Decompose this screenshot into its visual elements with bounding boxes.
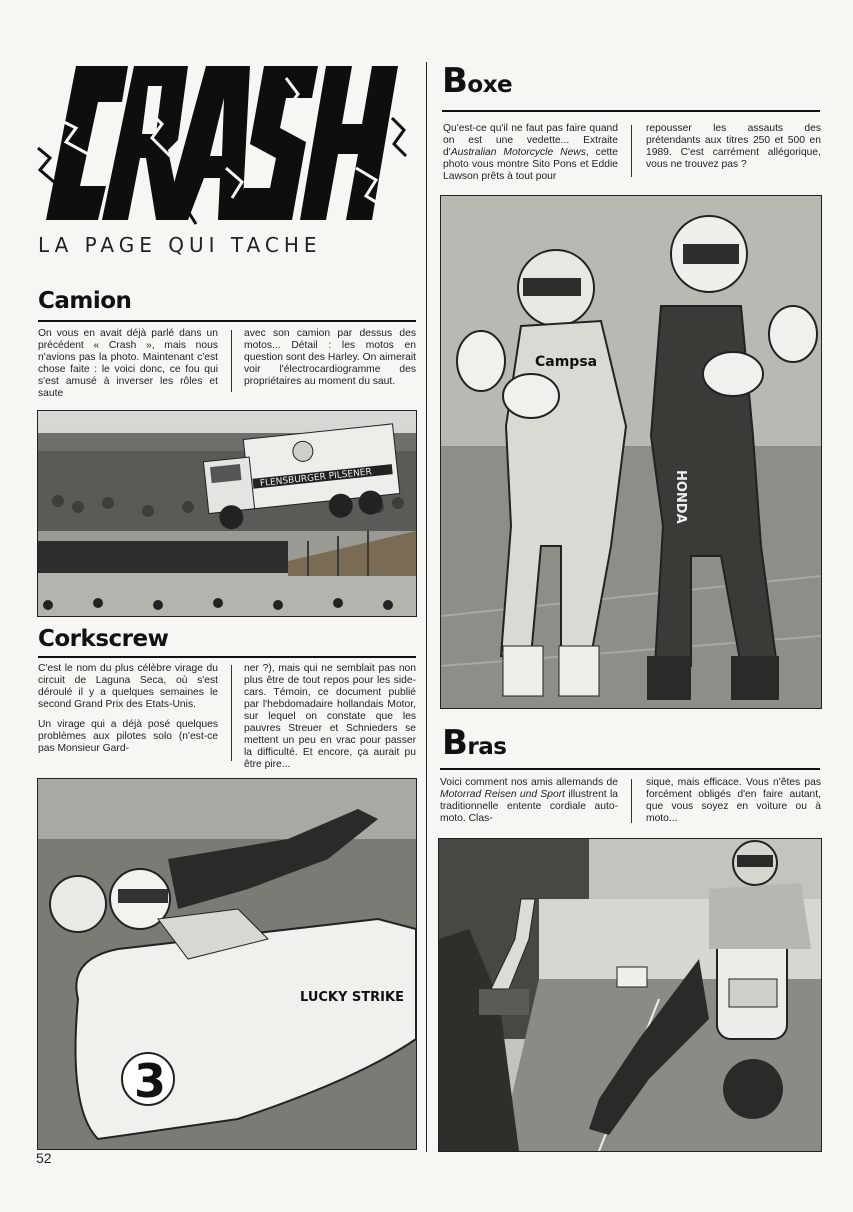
bras-heading: [442, 723, 507, 763]
bras-title-rest: ras: [467, 734, 507, 760]
boxe-title-rest: oxe: [467, 72, 513, 98]
boxing-riders-photo: [440, 195, 822, 709]
corkscrew-paragraph-2: Un virage qui a déjà posé quelques problèmes aux pilotes solo (n'est-ce pas Monsieur Gard-: [38, 719, 218, 754]
boxe-column-1: Qu'est-ce qu'il ne faut pas faire quand on est une vedette... Extraite d'Australian Motorcycle News, cette photo vous montre Sito Pons et Eddie Lawson prêts à tout pour: [443, 123, 619, 182]
svg-text:HONDA: HONDA: [673, 470, 688, 524]
bras-column-rule: [631, 779, 632, 823]
corkscrew-column-rule: [231, 665, 232, 761]
corkscrew-column-1: [38, 663, 218, 763]
corkscrew-column-2: ner ?), mais qui ne semblait pas non plus être de tout repos pour les side-cars. Témoin, ce document publié par l'hebdomadaire hollandais Motor, sur lequel on constate que les pauvres Streuer et Schnieders se mettent un peu en vrac pour passer la difficulté. Et encore, ça aurait pu être pire...: [244, 663, 416, 770]
corkscrew-paragraph-1: C'est le nom du plus célèbre virage du circuit de Laguna Seca, où s'est déroulé il y a quelques semaines le second Grand Prix des Etats-Unis.: [38, 663, 218, 710]
truck-jump-photo: [37, 410, 417, 617]
column-divider: [426, 62, 427, 1152]
corkscrew-heading: Corkscrew: [38, 626, 169, 652]
boxe-column-2: repousser les assauts des prétendants aux titres 250 et 500 en 1989. C'est carrément allégorique, vous ne trouvez pas ?: [646, 123, 821, 170]
tagline: LA PAGE QUI TACHE: [38, 233, 322, 257]
bras-initial: B: [442, 723, 468, 763]
corkscrew-rule: [38, 656, 416, 658]
boxe-heading: [442, 61, 513, 101]
crash-logo: [36, 58, 408, 228]
car-moto-photo: [438, 838, 822, 1152]
page-number: 52: [36, 1150, 52, 1166]
camion-column-2: avec son camion par dessus des motos... Détail : les motos en question sont des Harley. On aimerait voir l'électrocardiogramme des propriétaires au moment du saut.: [244, 328, 416, 387]
svg-text:FLENSBURGER PILSENER: FLENSBURGER PILSENER: [259, 467, 373, 490]
svg-text:Campsa: Campsa: [535, 354, 598, 370]
boxe-initial: B: [442, 61, 468, 101]
bras-column-1: Voici comment nos amis allemands de Motorrad Reisen und Sport illustrent la traditionnelle entente cordiale auto-moto. Clas-: [440, 777, 618, 824]
svg-text:3: 3: [134, 1054, 167, 1108]
svg-text:LUCKY STRIKE: LUCKY STRIKE: [300, 990, 404, 1005]
bras-rule: [440, 768, 820, 770]
camion-rule: [38, 320, 416, 322]
camion-column-1: On vous en avait déjà parlé dans un précédent « Crash », mais nous n'avions pas la photo. Maintenant c'est chose faite : le voici donc, ce fou qui s'est amusé à inverser les rôles et saute: [38, 328, 218, 399]
bras-column-2: sique, mais efficace. Vous n'êtes pas forcément obligés d'en faire autant, que vous soyez en voiture ou à moto...: [646, 777, 821, 824]
boxe-column-rule: [631, 125, 632, 177]
boxe-rule: [442, 110, 820, 112]
camion-column-rule: [231, 330, 232, 392]
sidecar-photo: [37, 778, 417, 1150]
camion-heading: Camion: [38, 288, 132, 314]
